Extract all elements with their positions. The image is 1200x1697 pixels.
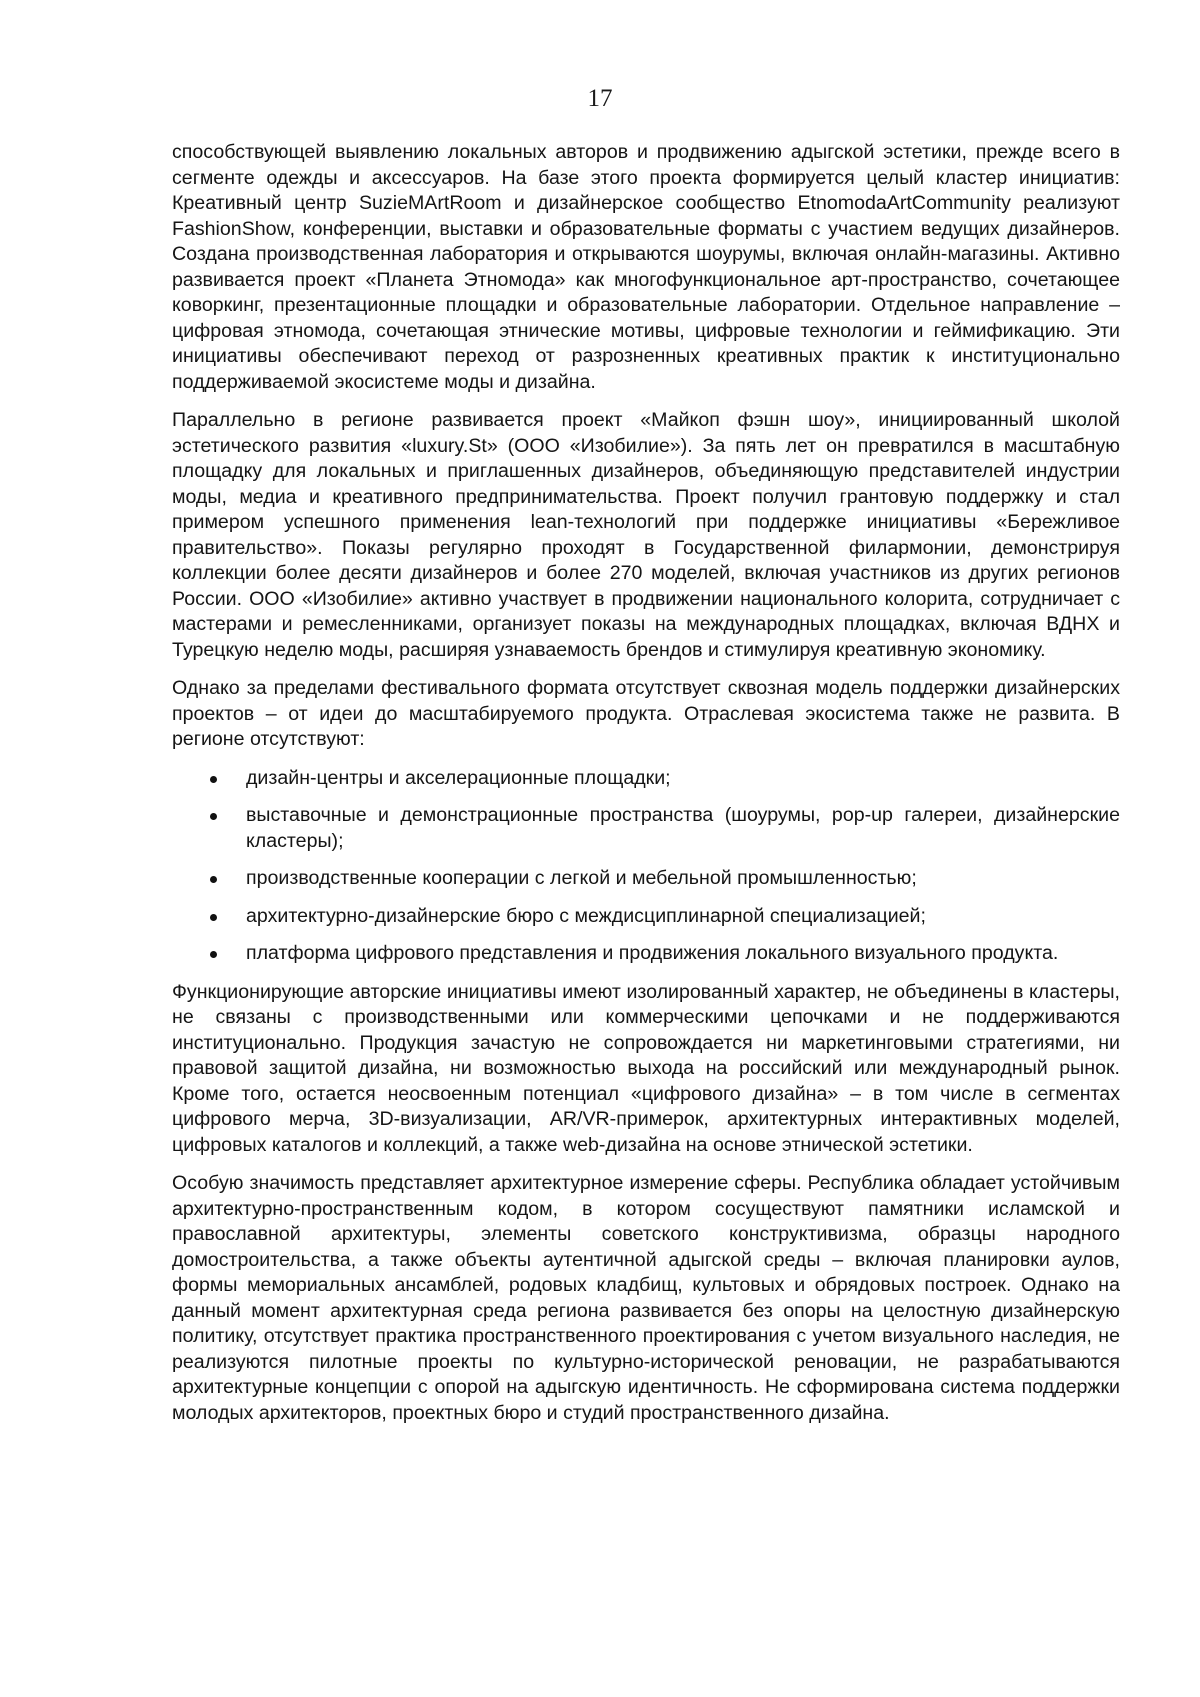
- list-item-text: платформа цифрового представления и продвижения локального визуального продукта.: [246, 942, 1059, 964]
- list-item-text: выставочные и демонстрационные пространства (шоурумы, pop-up галереи, дизайнерские кластеры);: [246, 804, 1120, 852]
- list-item: [172, 866, 1120, 892]
- list-item-text: архитектурно-дизайнерские бюро с междисциплинарной специализацией;: [246, 904, 926, 927]
- paragraph-ethnomoda-cluster: способствующей выявлению локальных авторов и продвижению адыгской эстетики, прежде всего в сегменте одежды и аксессуаров. На базе этого проекта формируется целый кластер инициатив: Креативный центр SuzieMArtRoom и дизайнерское сообщество EtnomodaArtCommunity реализуют FashionShow, конференции, выставки и образовательные форматы с участием ведущих дизайнеров. Создана производственная лаборатория и открываются шоурумы, включая онлайн-магазины. Активно развивается проект «Планета Этномода» как многофункциональное арт-пространство, сочетающее коворкинг, презентационные площадки и образовательные лаборатории. Отдельное направление – цифровая этномода, сочетающая этнические мотивы, цифровые технологии и геймификацию. Эти инициативы обеспечивают переход от разрозненных креативных практик к институционально поддерживаемой экосистеме моды и дизайна.: [172, 141, 1120, 393]
- list-item: [172, 904, 1120, 930]
- bullet-icon: [210, 876, 217, 883]
- list-item-text: дизайн-центры и акселерационные площадки;: [246, 766, 671, 789]
- list-item-text: производственные кооперации с легкой и мебельной промышленностью;: [246, 867, 917, 889]
- bullet-icon: [210, 914, 217, 921]
- paragraph-missing-ecosystem: Однако за пределами фестивального формата отсутствует сквозная модель поддержки дизайнерских проектов – от идеи до масштабируемого продукта. Отраслевая экосистема также не развита. В регионе отсутствуют:: [172, 677, 1120, 750]
- bullet-icon: [210, 776, 217, 783]
- list-item: [172, 766, 1120, 792]
- paragraph-architecture: Особую значимость представляет архитектурное измерение сферы. Республика обладает устойчивым архитектурно-пространственным кодом, в котором сосуществуют памятники исламской и православной архитектуры, элементы советского конструктивизма, образцы народного домостроительства, а также объекты аутентичной адыгской среды – включая планировки аулов, формы мемориальных ансамблей, родовых кладбищ, культовых и обрядовых построек. Однако на данный момент архитектурная среда региона развивается без опоры на целостную дизайнерскую политику, отсутствует практика пространственного проектирования с учетом визуального наследия, не реализуются пилотные проекты по культурно-исторической реновации, не разрабатываются архитектурные концепции с опорой на адыгскую идентичность. Не сформирована система поддержки молодых архитекторов, проектных бюро и студий пространственного дизайна.: [172, 1172, 1120, 1424]
- bullet-icon: [210, 813, 217, 820]
- missing-infrastructure-list: [172, 766, 1120, 967]
- list-item: [172, 803, 1120, 854]
- paragraph-maikop-fashion-show: Параллельно в регионе развивается проект «Майкоп фэшн шоу», инициированный школой эстетического развития «luxury.St» (ООО «Изобилие»). За пять лет он превратился в масштабную площадку для локальных и приглашенных дизайнеров, объединяющую представителей индустрии моды, медиа и креативного предпринимательства. Проект получил грантовую поддержку и стал примером успешного применения lean-технологий при поддержке инициативы «Бережливое правительство». Показы регулярно проходят в Государственной филармонии, демонстрируя коллекции более десяти дизайнеров и более 270 моделей, включая участников из других регионов России. ООО «Изобилие» активно участвует в продвижении национального колорита, сотрудничает с мастерами и ремесленниками, организует показы на международных площадках, включая ВДНХ и Турецкую неделю моды, расширяя узнаваемость брендов и стимулируя креативную экономику.: [172, 409, 1120, 661]
- paragraph-isolated-initiatives: Функционирующие авторские инициативы имеют изолированный характер, не объединены в кластеры, не связаны с производственными или коммерческими цепочками и не поддерживаются институционально. Продукция зачастую не сопровождается ни маркетинговыми стратегиями, ни правовой защитой дизайна, ни возможностью выхода на российский или международный рынок. Кроме того, остается неосвоенным потенциал «цифрового дизайна» – в том числе в сегментах цифрового мерча, 3D-визуализации, AR/VR-примерок, архитектурных интерактивных моделей, цифровых каталогов и коллекций, а также web-дизайна на основе этнической эстетики.: [172, 980, 1120, 1156]
- bullet-icon: [210, 951, 217, 958]
- list-item: [172, 941, 1120, 967]
- page-body: [172, 140, 1120, 1439]
- page-number: 17: [587, 85, 613, 112]
